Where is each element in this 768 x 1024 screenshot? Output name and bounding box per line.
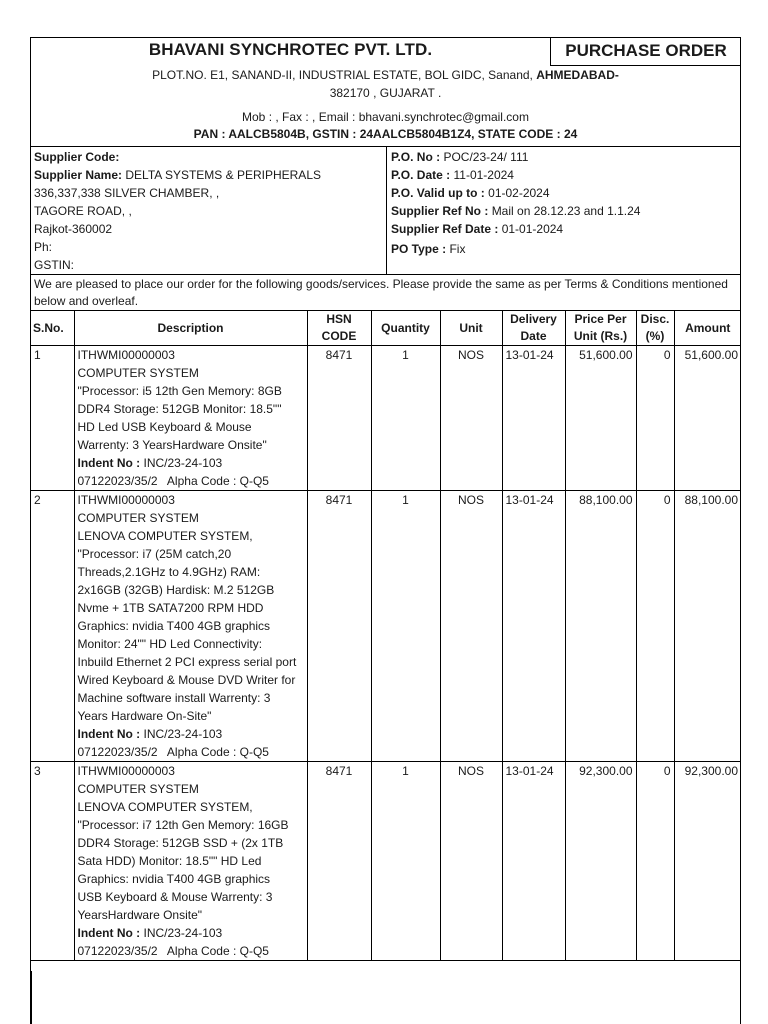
item-sno: 2 (31, 491, 74, 762)
item-sno: 1 (31, 346, 74, 491)
description-line: Wired Keyboard & Mouse DVD Writer for (77, 673, 296, 687)
col-unit: Unit (440, 311, 502, 346)
supplier-ref-no: Supplier Ref No : Mail on 28.12.23 and 1.1.24 (391, 204, 641, 218)
description-line: DDR4 Storage: 512GB SSD + (2x 1TB (77, 836, 284, 850)
supplier-ref-date: Supplier Ref Date : 01-01-2024 (391, 222, 564, 236)
company-tax-info: PAN : AALCB5804B, GSTIN : 24AALCB5804B1Z4, STATE CODE : 24 (193, 127, 578, 141)
supplier-phone: Ph: (34, 240, 53, 254)
supplier-details (34, 148, 384, 274)
alpha-code-line: 07122023/35/2 Alpha Code : Q-Q5 (77, 474, 269, 488)
company-address: PLOT.NO. E1, SANAND-II, INDUSTRIAL ESTATE, BOL GIDC, Sanand, AHMEDABAD- (152, 68, 619, 82)
item-unit: NOS (440, 762, 502, 961)
bottom-left-rule (31, 971, 32, 1024)
description-line: Graphics: nvidia T400 4GB graphics (77, 619, 271, 633)
item-unit: NOS (440, 491, 502, 762)
col-quantity: Quantity (371, 311, 440, 346)
item-hsn: 8471 (307, 762, 371, 961)
item-quantity: 1 (371, 491, 440, 762)
description-line: "Processor: i7 (25M catch,20 (77, 547, 232, 561)
item-delivery-date: 13-01-24 (502, 762, 565, 961)
item-price: 92,300.00 (565, 762, 636, 961)
description-line: "Processor: i5 12th Gen Memory: 8GB (77, 384, 282, 398)
item-unit: NOS (440, 346, 502, 491)
company-contact: Mob : , Fax : , Email : bhavani.synchrotec@gmail.com (242, 110, 529, 124)
description-line: LENOVA COMPUTER SYSTEM, (77, 529, 253, 543)
description-line: Monitor: 24"" HD Led Connectivity: (77, 637, 263, 651)
item-quantity: 1 (371, 762, 440, 961)
col-hsn: HSN CODE (307, 311, 371, 346)
description-line: COMPUTER SYSTEM (77, 366, 199, 380)
description-line: DDR4 Storage: 512GB Monitor: 18.5"" (77, 402, 282, 416)
po-type: PO Type : Fix (391, 242, 466, 256)
description-line: Machine software install Warrenty: 3 (77, 691, 271, 705)
description-line: LENOVA COMPUTER SYSTEM, (77, 800, 253, 814)
order-intro-text: We are pleased to place our order for the following goods/services. Please provide the same as per Terms & Conditions mentioned below and overleaf. (31, 275, 740, 311)
item-hsn: 8471 (307, 491, 371, 762)
indent-line: Indent No : INC/23-24-103 (77, 727, 223, 741)
item-price: 51,600.00 (565, 346, 636, 491)
item-amount: 92,300.00 (674, 762, 741, 961)
description-line: Threads,2.1GHz to 4.9GHz) RAM: (77, 565, 261, 579)
description-line: Years Hardware On-Site" (77, 709, 212, 723)
description-line: Warrenty: 3 YearsHardware Onsite" (77, 438, 267, 452)
col-amount: Amount (674, 311, 741, 346)
table-row (31, 346, 741, 491)
po-date: P.O. Date : 11-01-2024 (391, 168, 514, 182)
item-hsn: 8471 (307, 346, 371, 491)
table-row (31, 491, 741, 762)
company-address-line2: 382170 , GUJARAT . (329, 86, 442, 100)
item-delivery-date: 13-01-24 (502, 491, 565, 762)
col-sno: S.No. (31, 311, 74, 346)
indent-line: Indent No : INC/23-24-103 (77, 926, 223, 940)
description-line: ITHWMI00000003 (77, 348, 175, 362)
col-price: Price Per Unit (Rs.) (565, 311, 636, 346)
description-line: Graphics: nvidia T400 4GB graphics (77, 872, 271, 886)
po-valid-date: P.O. Valid up to : 01-02-2024 (391, 186, 550, 200)
supplier-code-label: Supplier Code: (34, 150, 120, 164)
item-discount: 0 (636, 762, 674, 961)
alpha-code-line: 07122023/35/2 Alpha Code : Q-Q5 (77, 944, 269, 958)
company-name: BHAVANI SYNCHROTEC PVT. LTD. (148, 40, 433, 59)
col-delivery: Delivery Date (502, 311, 565, 346)
alpha-code-line: 07122023/35/2 Alpha Code : Q-Q5 (77, 745, 269, 759)
col-disc: Disc. (%) (636, 311, 674, 346)
item-discount: 0 (636, 346, 674, 491)
supplier-address-1: 336,337,338 SILVER CHAMBER, , (34, 186, 220, 200)
description-line: COMPUTER SYSTEM (77, 511, 199, 525)
po-number: P.O. No : POC/23-24/ 111 (391, 150, 529, 164)
document-title: PURCHASE ORDER (550, 38, 741, 66)
company-header (31, 38, 740, 147)
item-description (74, 762, 307, 961)
item-amount: 88,100.00 (674, 491, 741, 762)
table-header-row (31, 311, 741, 346)
description-line: "Processor: i7 12th Gen Memory: 16GB (77, 818, 289, 832)
supplier-address-3: Rajkot-360002 (34, 222, 113, 236)
purchase-order-page (30, 37, 741, 1024)
item-quantity: 1 (371, 346, 440, 491)
description-line: HD Led USB Keyboard & Mouse (77, 420, 252, 434)
description-line: ITHWMI00000003 (77, 764, 175, 778)
item-price: 88,100.00 (565, 491, 636, 762)
table-row (31, 762, 741, 961)
supplier-gstin: GSTIN: (34, 258, 75, 272)
items-table (31, 311, 741, 961)
description-line: ITHWMI00000003 (77, 493, 175, 507)
item-description (74, 346, 307, 491)
description-line: Inbuild Ethernet 2 PCI express serial port (77, 655, 297, 669)
description-line: Nvme + 1TB SATA7200 RPM HDD (77, 601, 264, 615)
supplier-name: Supplier Name: DELTA SYSTEMS & PERIPHERALS (34, 168, 321, 182)
description-line: COMPUTER SYSTEM (77, 782, 199, 796)
item-discount: 0 (636, 491, 674, 762)
item-amount: 51,600.00 (674, 346, 741, 491)
indent-line: Indent No : INC/23-24-103 (77, 456, 223, 470)
supplier-order-section (31, 147, 740, 275)
description-line: USB Keyboard & Mouse Warrenty: 3 (77, 890, 273, 904)
item-delivery-date: 13-01-24 (502, 346, 565, 491)
description-line: 2x16GB (32GB) Hardisk: M.2 512GB (77, 583, 275, 597)
item-sno: 3 (31, 762, 74, 961)
supplier-address-2: TAGORE ROAD, , (34, 204, 132, 218)
item-description (74, 491, 307, 762)
description-line: YearsHardware Onsite" (77, 908, 203, 922)
order-details (386, 147, 741, 274)
col-description: Description (74, 311, 307, 346)
description-line: Sata HDD) Monitor: 18.5"" HD Led (77, 854, 262, 868)
